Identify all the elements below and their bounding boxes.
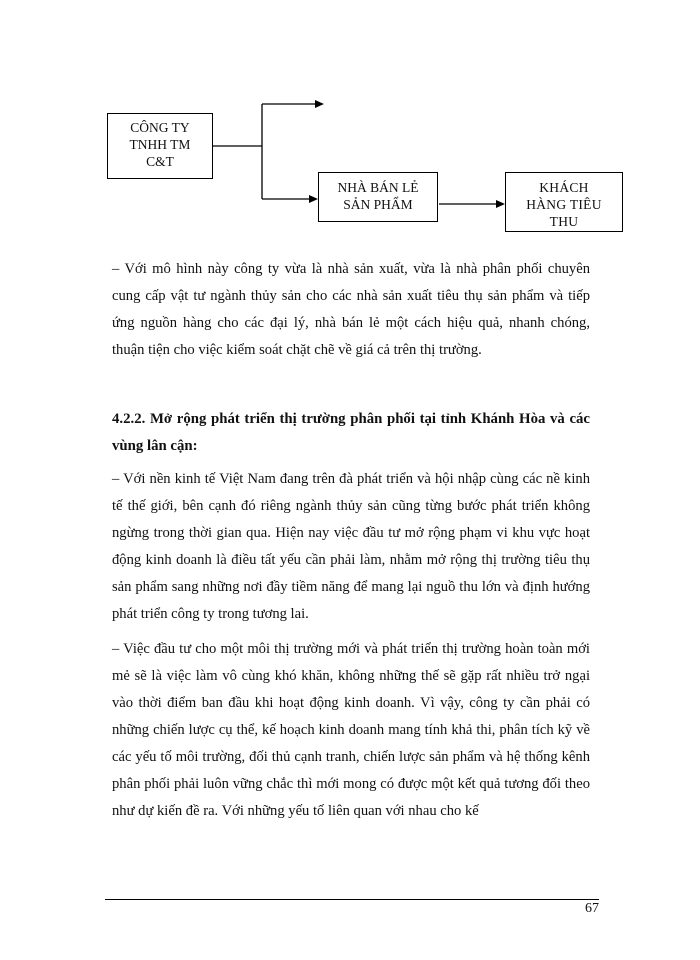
paragraph-investment-strategy: – Việc đầu tư cho một môi thị trường mới và phát triển thị trường hoàn toàn mới mẻ sẽ là việc làm vô cùng khó khăn, không những thế sẽ gặp rất nhiều trở ngại vào thời điểm ban đầu khi hoạt động kinh doanh. Vì vậy, công ty cần phải có những chiến lược cụ thể, kế hoạch kinh doanh mang tính khả thi, phân tích kỹ về các yếu tố môi trường, đối thủ cạnh tranh, chiến lược sản phẩm và hệ thống kênh phân phối phải luôn vững chắc thì mới mong có được một kết quả tương đối theo như dự kiến đề ra. Với những yếu tố liên quan với nhau cho kế	[112, 641, 590, 819]
paragraph-market-expansion: – Với nền kinh tế Việt Nam đang trên đà phát triển và hội nhập cùng các nề kinh tế thế giới, bên cạnh đó riêng ngành thủy sản cũng từng bước phát triển không ngừng trong thời gian qua. Hiện nay việc đầu tư mở rộng phạm vi khu vực hoạt động kinh doanh là điều tất yếu cần phải làm, nhằm mở rộng thị trường tiêu thụ sản phẩm sang những nơi đầy tiềm năng để mang lại nguồ thu lớn và định hướng phát triển công ty trong tương lai.	[112, 471, 590, 622]
retailer-box	[318, 172, 438, 222]
customer-box-line-2: HÀNG TIÊU	[526, 197, 602, 212]
page-number: 67	[585, 901, 599, 916]
retailer-box-line-1: NHÀ BÁN LẺ	[337, 180, 419, 195]
distribution-diagram	[0, 0, 700, 260]
retailer-box-line-2: SẢN PHẨM	[343, 197, 413, 212]
arrowhead-to-customer	[496, 200, 505, 208]
company-box-line-2: TNHH TM	[129, 137, 191, 152]
company-box-line-1: CÔNG TY	[130, 120, 190, 135]
arrowhead-top-branch	[315, 100, 324, 108]
company-box-line-3: C&T	[146, 154, 174, 169]
company-box	[107, 113, 213, 179]
customer-box	[505, 172, 623, 232]
customer-box-line-3: THU	[549, 214, 579, 229]
arrowhead-to-retailer	[309, 195, 318, 203]
footer-divider	[105, 899, 599, 900]
section-heading: 4.2.2. Mở rộng phát triển thị trường phân phối tại tỉnh Khánh Hòa và các vùng lân cận:	[112, 411, 590, 454]
customer-box-line-1: KHÁCH	[539, 180, 589, 195]
paragraph-model-description: – Với mô hình này công ty vừa là nhà sản xuất, vừa là nhà phân phối chuyên cung cấp vật tư ngành thủy sản cho các nhà sản xuất tiêu thụ sản phẩm và tiếp ứng nguồn hàng cho các đại lý, nhà bán lẻ một cách hiệu quả, nhanh chóng, thuận tiện cho việc kiểm soát chặt chẽ về giá cả trên thị trường.	[112, 261, 590, 358]
